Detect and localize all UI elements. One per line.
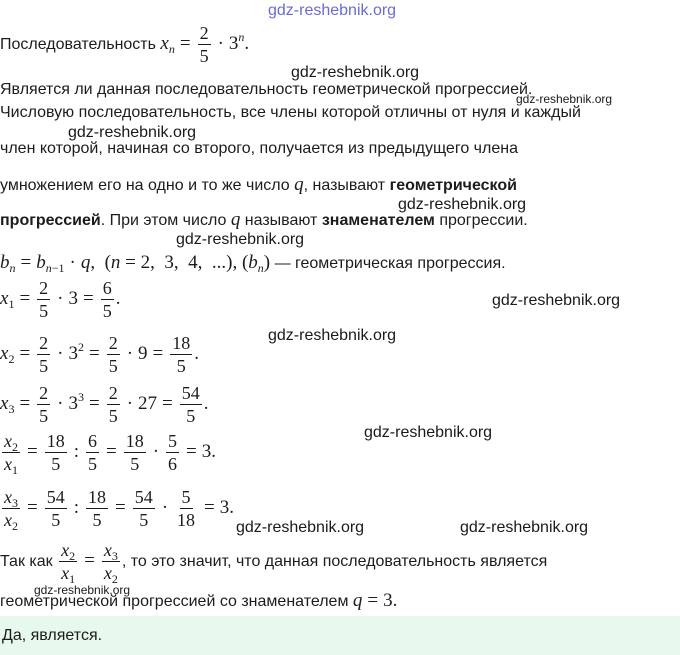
equation-x2: $x_2$ = $\frac{2}{5}$ · $3^2$ = $\frac{2}{5}$ · 9 = $\frac{18}{5}$ .	[0, 333, 199, 377]
watermark: gdz-reshebnik.org	[364, 424, 493, 441]
definition-line-2: член которой, начиная со второго, получается из предыдущего члена	[0, 140, 518, 157]
equation-x1: $x_1$ = $\frac{2}{5}$ · 3 = $\frac{6}{5}$ .	[0, 278, 121, 322]
watermark: gdz-reshebnik.org	[268, 2, 397, 19]
conclusion-line-2: геометрической прогрессией со знаменателем q = 3.	[0, 590, 398, 611]
question-text: Является ли данная последовательность геометрической прогрессией.	[0, 81, 533, 98]
equation-x3: $x_3$ = $\frac{2}{5}$ · $3^3$ = $\frac{2}{5}$ · 27 = $\frac{54}{5}$ .	[0, 383, 209, 427]
watermark: gdz-reshebnik.org	[68, 124, 197, 141]
recurrence-text: — геометрическая прогрессия.	[274, 255, 506, 272]
intro-prefix: Последовательность	[0, 36, 156, 53]
intro-line	[0, 22, 249, 66]
definition-line-1: Числовую последовательность, все члены которой отличны от нуля и каждый	[0, 104, 581, 121]
recurrence-formula: $b_n = b_{n-1} \cdot q$, (n = 2, 3, 4, ...), $(b_n)$ — геометрическая прогрессия.	[0, 252, 506, 275]
ratio-x2-x1: $\frac{x_2}{x_1}$ = $\frac{18}{5}$ : $\frac{6}{5}$ = $\frac{18}{5}$ · $\frac{5}{6}$ = 3.	[4, 431, 217, 478]
ratio-x3-x2: $\frac{x_3}{x_2}$ = $\frac{54}{5}$ : $\frac{18}{5}$ = $\frac{54}{5}$ · $\frac{5}{18}$ = 3.	[4, 487, 235, 534]
definition-line-4: прогрессией. При этом число q называют знаменателем прогрессии.	[0, 209, 528, 230]
watermark: gdz-reshebnik.org	[398, 196, 527, 213]
intro-formula: $x_n$ = $\frac{2}{5}$ · $3^n$.	[160, 23, 250, 67]
conclusion-line-1: Так как $\frac{x_2}{x_1}$ = $\frac{x_3}{x_2}$ , то это значит, что данная последовательность является	[0, 540, 548, 587]
answer-box	[0, 616, 680, 655]
watermark: gdz-reshebnik.org	[291, 64, 420, 81]
watermark: gdz-reshebnik.org	[236, 519, 365, 536]
answer-text: Да, является.	[2, 627, 103, 644]
watermark: gdz-reshebnik.org	[516, 92, 613, 106]
watermark: gdz-reshebnik.org	[268, 327, 397, 344]
watermark: gdz-reshebnik.org	[492, 292, 621, 309]
watermark: gdz-reshebnik.org	[460, 519, 589, 536]
watermark: gdz-reshebnik.org	[34, 583, 131, 597]
watermark: gdz-reshebnik.org	[176, 231, 305, 248]
definition-line-3: умножением его на одно и то же число q, называют геометрической	[0, 174, 517, 195]
